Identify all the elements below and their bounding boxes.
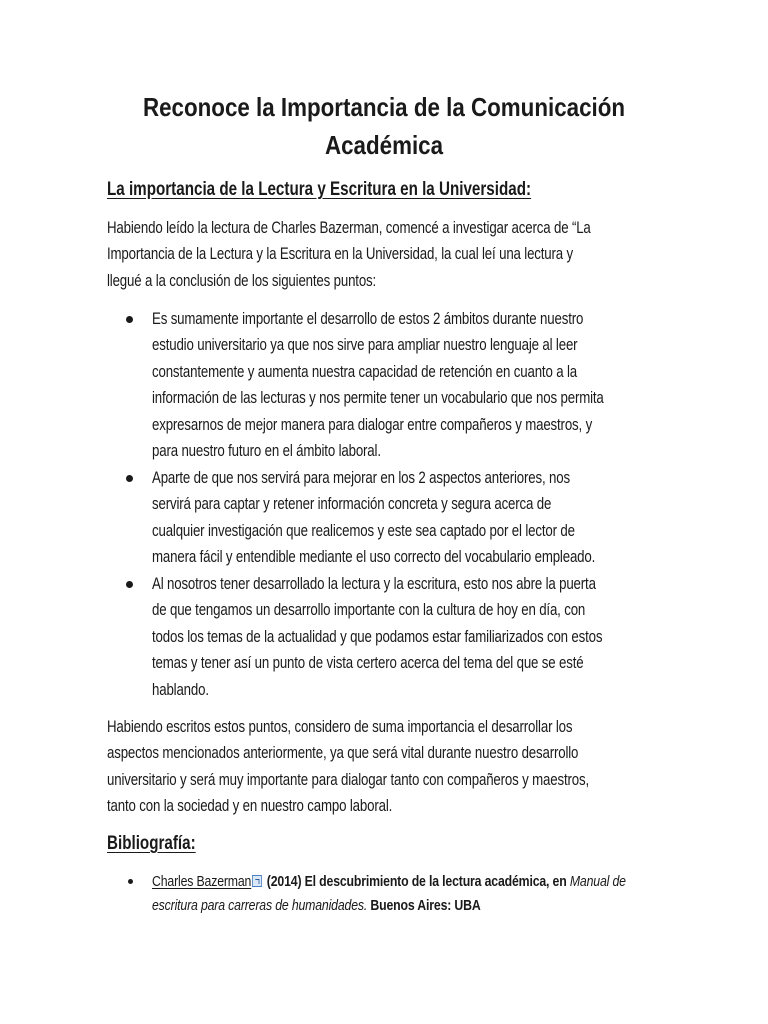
text-line: llegué a la conclusión de los siguientes puntos: [107, 270, 377, 290]
text-line: Aparte de que nos servirá para mejorar en los 2 aspectos anteriores, nos [152, 468, 570, 487]
text-line: Habiendo leído la lectura de Charles Bazerman, comencé a investigar acerca de “La [107, 218, 591, 237]
text-line: Importancia de la Lectura y la Escritura en la Universidad, la cual leí una lectura y [107, 244, 574, 264]
text-line: Habiendo escritos estos puntos, considero de suma importancia el desarrollar los [107, 717, 573, 736]
text-line: Al nosotros tener desarrollado la lectura y la escritura, esto nos abre la puerta [152, 574, 596, 593]
book-title: Manual de [569, 873, 626, 890]
bibliography-heading: Bibliografía: [107, 833, 196, 854]
conclusion-paragraph [107, 714, 589, 820]
intro-paragraph [107, 215, 591, 294]
text-line: universitario y será muy importante para dialogar tanto con compañeros y maestros, [107, 769, 589, 789]
book-title-continued: escritura para carreras de humanidades. [152, 897, 368, 914]
citation-line [152, 894, 626, 918]
bibliography-text [152, 870, 626, 918]
text-line: para nuestro futuro en el ámbito laboral. [152, 441, 381, 461]
text-line: servirá para captar y retener información concreta y segura acerca de [152, 494, 552, 514]
bullet-icon [126, 581, 133, 588]
text-line: manera fácil y entendible mediante el uso correcto del vocabulario empleado. [152, 547, 596, 567]
text-line: hablando. [152, 679, 209, 699]
text-line: aspectos mencionados anteriormente, ya que será vital durante nuestro desarrollo [107, 743, 579, 763]
text-line: estudio universitario ya que nos sirve para ampliar nuestro lenguaje al leer [152, 335, 578, 355]
text-line: información de las lecturas y nos permite tener un vocabulario que nos permita [152, 388, 604, 408]
citation-year-title: (2014) El descubrimiento de la lectura académica, en [266, 873, 567, 890]
title-line: Académica [324, 130, 444, 160]
text-line: temas y tener así un punto de vista certero acerca del tema del que se esté [152, 653, 584, 673]
bullet-icon [126, 316, 133, 323]
text-line: constantemente y aumenta nuestra capacidad de retención en cuanto a la [152, 361, 577, 381]
external-link-icon[interactable] [252, 875, 262, 887]
text-line: todos los temas de la actualidad y que podamos estar familiarizados con estos [152, 626, 603, 646]
section-heading: La importancia de la Lectura y Escritura en la Universidad: [107, 179, 532, 200]
text-line: de que tengamos un desarrollo importante con la cultura de hoy en día, con [152, 600, 586, 620]
list-item-text [152, 571, 602, 703]
list-item-text [152, 465, 595, 571]
text-line: cualquier investigación que realicemos y este sea captado por el lector de [152, 520, 575, 540]
document-title [54, 88, 714, 164]
text-line: Es sumamente importante el desarrollo de estos 2 ámbitos durante nuestro [152, 309, 584, 328]
publisher: Buenos Aires: UBA [370, 897, 481, 914]
author-link[interactable]: Charles Bazerman [152, 873, 252, 890]
list-item-text [152, 306, 604, 464]
text-line: expresarnos de mejor manera para dialogar entre compañeros y maestros, y [152, 414, 593, 434]
title-line: Reconoce la Importancia de la Comunicación [142, 92, 626, 122]
bullet-icon [128, 879, 133, 884]
citation-line [152, 870, 626, 894]
text-line: tanto con la sociedad y en nuestro campo laboral. [107, 796, 393, 816]
bullet-icon [126, 475, 133, 482]
